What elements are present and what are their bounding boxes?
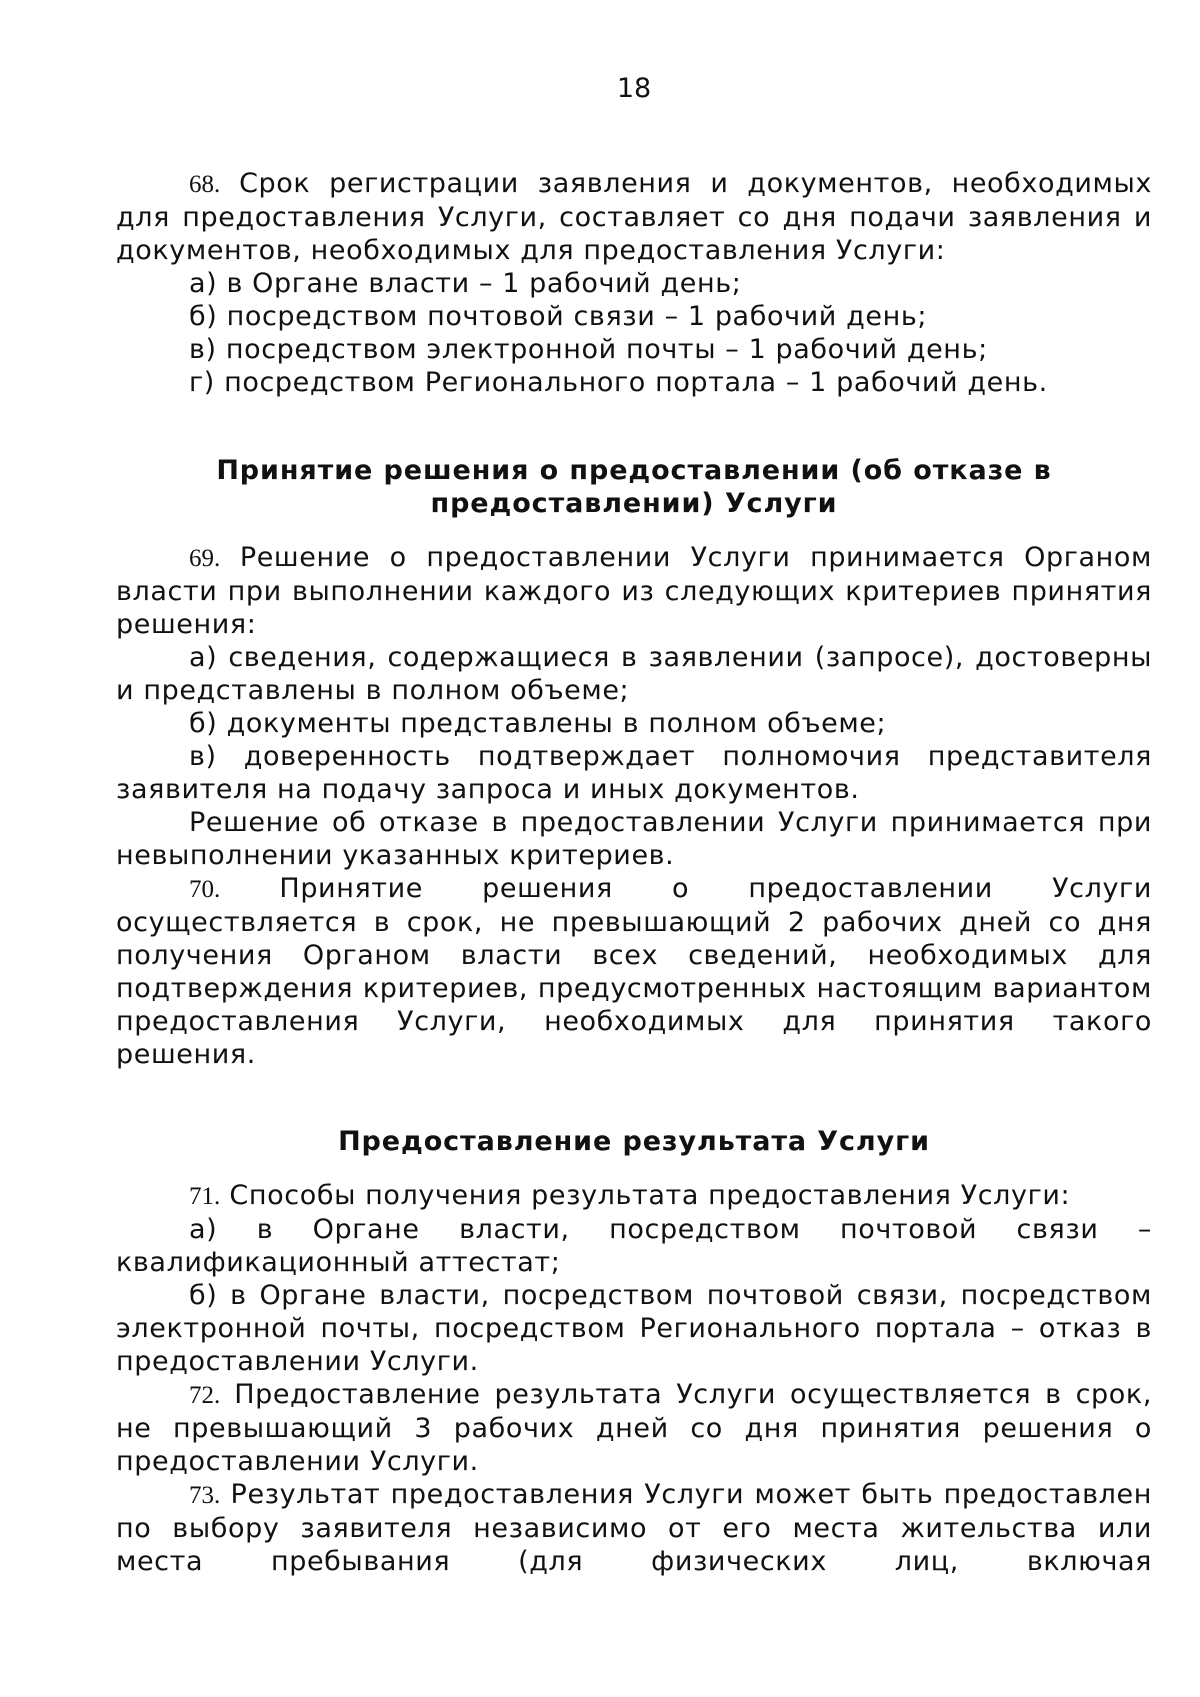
paragraph-text: Результат предоставления Услуги может быть предоставлен по выбору заявителя независимо от его места жительства или места пребывания (для физических лиц, включая: [116, 1479, 1152, 1577]
list-item: а) сведения, содержащиеся в заявлении (запросе), достоверны и представлены в полном объеме;: [116, 642, 1152, 706]
paragraph-text: Срок регистрации заявления и документов, необходимых для предоставления Услуги, составляет со дня подачи заявления и документов, необходимых для предоставления Услуги:: [116, 168, 1152, 266]
paragraph-text: Способы получения результата предоставления Услуги:: [220, 1180, 1071, 1211]
paragraph-73: [116, 1478, 1152, 1578]
section-heading: Предоставление результата Услуги: [338, 1126, 930, 1157]
paragraph-text: Принятие решения о предоставлении Услуги осуществляется в срок, не превышающий 2 рабочих дней со дня получения Органом власти всех сведений, необходимых для подтверждения критериев, предусмотренных настоящим вариантом предоставления Услуги, необходимых для принятия такого решения.: [116, 873, 1152, 1070]
paragraph-text: Предоставление результата Услуги осуществляется в срок, не превышающий 3 рабочих дней со дня принятия решения о предоставлении Услуги.: [116, 1379, 1152, 1477]
list-item: в) доверенность подтверждает полномочия представителя заявителя на подачу запроса и иных документов.: [116, 741, 1152, 805]
paragraph-text: Решение о предоставлении Услуги принимается Органом власти при выполнении каждого из следующих критериев принятия решения:: [116, 542, 1152, 640]
paragraph-refusal: Решение об отказе в предоставлении Услуги принимается при невыполнении указанных критериев.: [116, 807, 1152, 871]
heading-line: Принятие решения о предоставлении (об отказе в: [216, 455, 1052, 486]
list-item: а) в Органе власти, посредством почтовой связи – квалификационный аттестат;: [116, 1214, 1152, 1278]
list-item: в) посредством электронной почты – 1 рабочий день;: [189, 334, 988, 365]
paragraph-number: 70.: [189, 876, 221, 903]
paragraph-number: 73.: [189, 1482, 221, 1509]
paragraph-number: 72.: [189, 1382, 221, 1409]
paragraph-72: [116, 1378, 1152, 1478]
page-number: 18: [616, 73, 652, 104]
list-item: а) в Органе власти – 1 рабочий день;: [189, 268, 742, 299]
list-item: б) документы представлены в полном объеме;: [189, 708, 887, 739]
section-heading: [116, 454, 1152, 520]
paragraph-68: [116, 167, 1152, 267]
document-body: [116, 167, 1152, 1578]
paragraph-70: [116, 872, 1152, 1071]
list-item: б) в Органе власти, посредством почтовой связи, посредством электронной почты, посредством Регионального портала – отказ в предоставлении Услуги.: [116, 1280, 1152, 1377]
paragraph-69: [116, 541, 1152, 641]
list-item: б) посредством почтовой связи – 1 рабочий день;: [189, 301, 928, 332]
heading-line: предоставлении) Услуги: [430, 488, 838, 519]
paragraph-number: 69.: [189, 545, 221, 572]
paragraph-number: 71.: [189, 1183, 221, 1210]
paragraph-71: [116, 1179, 1152, 1213]
paragraph-number: 68.: [189, 171, 221, 198]
list-item: г) посредством Регионального портала – 1 рабочий день.: [189, 367, 1048, 398]
